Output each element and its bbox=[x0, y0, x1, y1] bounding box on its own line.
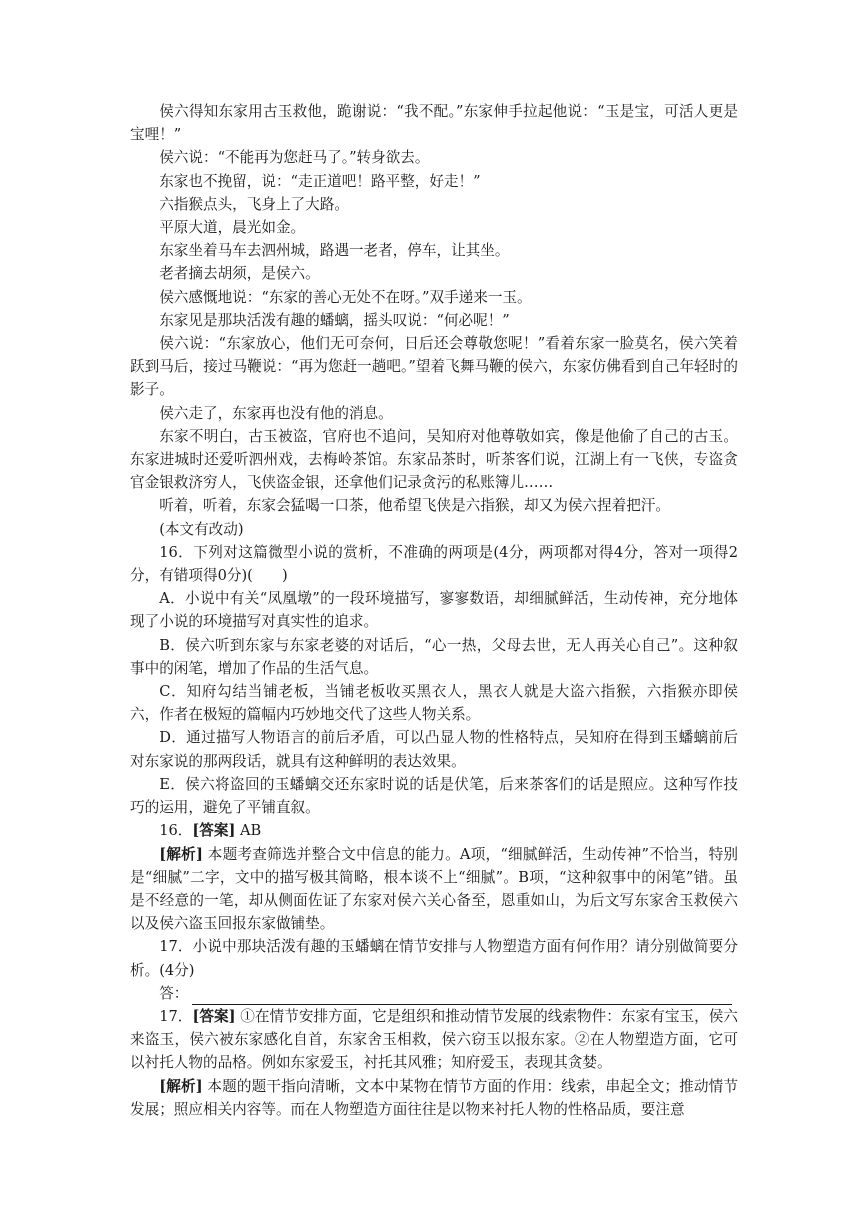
story-paragraph: 侯六感慨地说：“东家的善心无处不在呀。”双手递来一玉。 bbox=[159, 288, 532, 306]
source-note: (本文有改动) bbox=[159, 520, 244, 538]
question-16-option-d: D．通过描写人物语言的前后矛盾，可以凸显人物的性格特点，吴知府在得到玉蟠螭前后对东家说的那两段话，就具有这种鲜明的表达效果。 bbox=[130, 729, 738, 770]
story-paragraph: 侯六说：“不能再为您赶马了。”转身欲去。 bbox=[159, 149, 430, 167]
question-16-option-b: B．侯六听到东家与东家老婆的对话后，“心一热，父母去世，无人再关心自己”。这种叙事中的闲笔，增加了作品的生活气息。 bbox=[130, 636, 738, 677]
story-paragraph: 东家不明白，古玉被盗，官府也不追问，吴知府对他尊敬如宾，像是他偷了自己的古玉。东家进城时还爱听泗州戏，去梅岭茶馆。东家品茶时，听茶客们说，江湖上有一飞侠，专盗贪官金银救济穷人，飞侠盗金银，还拿他们记录贪污的私账簿儿…… bbox=[130, 427, 738, 492]
question-16-answer bbox=[130, 819, 738, 842]
story-paragraph: 东家也不挽留，说：“走正道吧！路平整，好走！” bbox=[159, 172, 481, 190]
question-17-answer bbox=[130, 1005, 738, 1075]
story-paragraph: 平原大道，晨光如金。 bbox=[159, 219, 306, 237]
story-paragraph: 侯六说：“东家放心，他们无可奈何，日后还会尊敬您呢！”看着东家一脸莫名，侯六笑着跃到马后，接过马鞭说：“再为您赶一趟吧。”望着飞舞马鞭的侯六，东家仿佛看到自己年轻时的影子。 bbox=[130, 335, 738, 399]
story-paragraph: 东家坐着马车去泗州城，路遇一老者，停车，让其坐。 bbox=[159, 242, 510, 260]
analysis-text: 本题考查筛选并整合文中信息的能力。A项，“细腻鲜活，生动传神”不恰当，特别是“细腻”二字，文中的描写极其简略，根本谈不上“细腻”。B项，“这种叙事中的闲笔”错。虽是不经意的一笔，却从侧面佐证了东家对侯六关心备至，恩重如山，为后文写东家舍玉救侯六以及侯六盗玉回报东家做铺垫。 bbox=[130, 845, 738, 933]
story-paragraph: 听着，听着，东家会猛喝一口茶，他希望飞侠是六指猴，却又为侯六捏着把汗。 bbox=[159, 497, 670, 515]
question-17-answer-line bbox=[130, 982, 738, 1005]
answer-number: 17． bbox=[159, 1007, 193, 1025]
answer-value: ①在情节安排方面，它是组织和推动情节发展的线索物件：东家有宝玉，侯六来盗玉，侯六被东家感化自首，东家舍玉相救，侯六窃玉以报东家。②在人物塑造方面，它可以衬托人物的品格。例如东家爱玉，衬托其风雅；知府爱玉，表现其贪婪。 bbox=[130, 1007, 738, 1072]
question-16-option-a: A．小说中有关“凤凰墩”的一段环境描写，寥寥数语，却细腻鲜活，生动传神，充分地体现了小说的环境描写对真实性的追求。 bbox=[130, 590, 738, 631]
story-paragraph: 侯六得知东家用古玉救他，跪谢说：“我不配。”东家伸手拉起他说：“玉是宝，可活人更是宝哩！” bbox=[130, 103, 738, 144]
analysis-tag: [解析] bbox=[159, 845, 203, 863]
answer-value: AB bbox=[235, 822, 262, 840]
answer-label: 答： bbox=[159, 984, 189, 1002]
question-17-analysis bbox=[130, 1075, 738, 1121]
analysis-tag: [解析] bbox=[159, 1077, 203, 1095]
question-16-option-c: C．知府勾结当铺老板，当铺老板收买黑衣人，黑衣人就是大盗六指猴，六指猴亦即侯六，作者在极短的篇幅内巧妙地交代了这些人物关系。 bbox=[130, 683, 738, 724]
answer-tag: [答案] bbox=[192, 822, 236, 840]
story-paragraph: 东家见是那块活泼有趣的蟠螭，摇头叹说：“何必呢！” bbox=[159, 311, 510, 329]
question-16-analysis bbox=[130, 843, 738, 936]
answer-tag: [答案] bbox=[192, 1007, 236, 1025]
story-paragraph: 六指猴点头，飞身上了大路。 bbox=[159, 195, 349, 213]
answer-blank-rule bbox=[192, 987, 732, 1005]
story-paragraph: 侯六走了，东家再也没有他的消息。 bbox=[159, 404, 393, 422]
analysis-text: 本题的题干指向清晰，文本中某物在情节方面的作用：线索，串起全文；推动情节发展；照应相关内容等。而在人物塑造方面往往是以物来衬托人物的性格品质，要注意 bbox=[130, 1077, 738, 1118]
answer-number: 16． bbox=[159, 822, 193, 840]
question-16-stem: 16．下列对这篇微型小说的赏析，不准确的两项是(4分，两项都对得4分，答对一项得2分，有错项得0分)( ) bbox=[130, 543, 738, 585]
question-17-stem: 17．小说中那块活泼有趣的玉蟠螭在情节安排与人物塑造方面有何作用？请分别做简要分析。(4分) bbox=[130, 938, 738, 979]
question-16-option-e: E．侯六将盗回的玉蟠螭交还东家时说的话是伏笔，后来茶客们的话是照应。这种写作技巧的运用，避免了平铺直叙。 bbox=[130, 775, 738, 817]
story-paragraph: 老者摘去胡须，是侯六。 bbox=[159, 265, 320, 283]
